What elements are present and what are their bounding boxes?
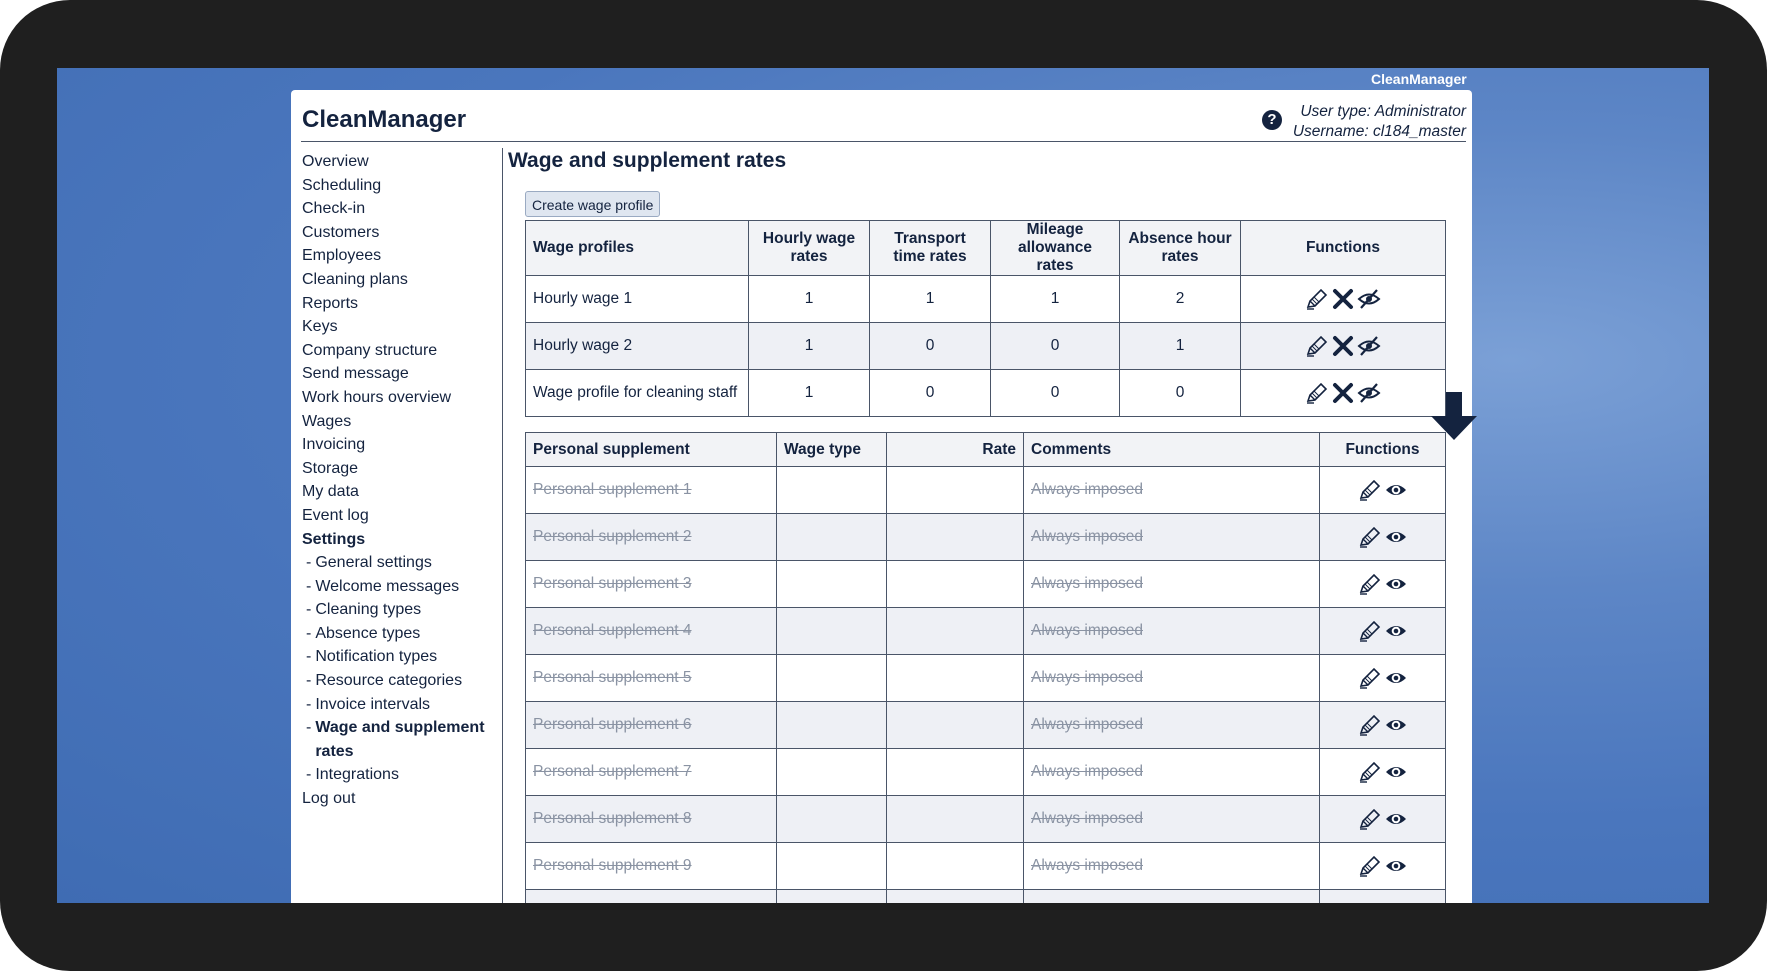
sidebar-subitem-label: Wage and supplement rates (315, 719, 485, 760)
functions-cell (1320, 561, 1446, 608)
col-header: Hourly wage rates (749, 221, 870, 276)
sidebar-item[interactable]: Keys (302, 318, 338, 336)
col-header: Mileage allowance rates (991, 221, 1120, 276)
table-row (526, 323, 1446, 370)
pencil-icon[interactable] (1305, 335, 1329, 357)
col-header: Wage profiles (526, 221, 749, 276)
comment-cell: Always imposed (1024, 467, 1320, 514)
sidebar-subitem[interactable] (302, 693, 502, 717)
rate-count: 1 (749, 323, 870, 370)
comment-cell: Always imposed (1024, 655, 1320, 702)
sidebar-subitem[interactable] (302, 669, 502, 693)
table-row (526, 370, 1446, 417)
sidebar-item[interactable]: Cleaning plans (302, 270, 408, 288)
eye-icon[interactable] (1384, 667, 1408, 689)
eye-icon[interactable] (1384, 808, 1408, 830)
rate-cell (887, 796, 1024, 843)
table-row (526, 796, 1446, 843)
col-header: Rate (887, 433, 1024, 467)
pencil-icon[interactable] (1358, 808, 1382, 830)
rate-cell (887, 749, 1024, 796)
sidebar-divider (502, 148, 503, 903)
sidebar-item[interactable]: Wages (302, 412, 352, 430)
sidebar-item[interactable]: Check-in (302, 200, 366, 218)
page-title: Wage and supplement rates (508, 149, 787, 172)
header-divider (301, 141, 1466, 142)
sidebar-subitem-dash: - (306, 554, 312, 572)
sidebar-item[interactable]: Send message (302, 365, 409, 383)
username: Username: cl184_master (1292, 123, 1466, 140)
wage-type-cell (777, 561, 887, 608)
sidebar-item[interactable]: Company structure (302, 341, 438, 359)
sidebar-item-settings[interactable]: Settings (302, 530, 366, 548)
wage-type-cell (777, 467, 887, 514)
sidebar-subitem-dash: - (306, 624, 312, 642)
rate-cell (887, 514, 1024, 561)
table-row (526, 467, 1446, 514)
pencil-icon[interactable] (1358, 714, 1382, 736)
rate-cell (887, 843, 1024, 890)
sidebar-subitem-dash: - (306, 601, 312, 619)
app-page (291, 90, 1472, 903)
sidebar-subitem[interactable] (302, 551, 502, 575)
supplement-name: Personal supplement 7 (526, 749, 777, 796)
pencil-icon[interactable] (1358, 855, 1382, 877)
eye-slash-icon[interactable] (1357, 288, 1381, 310)
comment-cell: Always imposed (1024, 796, 1320, 843)
sidebar-nav (302, 150, 502, 810)
sidebar-subitem-label: General settings (315, 554, 432, 572)
table-row (526, 702, 1446, 749)
user-info (1293, 102, 1466, 142)
sidebar-subitem[interactable] (302, 645, 502, 669)
rate-count: 0 (1120, 370, 1241, 417)
user-type: User type: Administrator (1300, 103, 1466, 120)
functions-cell (1320, 655, 1446, 702)
comment-cell: Always imposed (1024, 514, 1320, 561)
functions-cell (1241, 370, 1446, 417)
sidebar-item[interactable]: My data (302, 483, 359, 501)
wage-type-cell (777, 843, 887, 890)
col-header: Absence hour rates (1120, 221, 1241, 276)
functions-cell (1320, 796, 1446, 843)
rate-count: 0 (991, 323, 1120, 370)
col-header: Functions (1241, 221, 1446, 276)
eye-slash-icon[interactable] (1357, 335, 1381, 357)
wage-type-cell (777, 655, 887, 702)
app-title: CleanManager (302, 106, 467, 133)
delete-x-icon[interactable] (1331, 288, 1355, 310)
rate-cell (887, 702, 1024, 749)
rate-cell (887, 655, 1024, 702)
sidebar-item[interactable]: Reports (302, 294, 359, 312)
supplement-name (526, 890, 777, 904)
table-row (526, 608, 1446, 655)
wage-type-cell (777, 702, 887, 749)
sidebar-subitem-dash: - (306, 577, 312, 595)
rate-count: 2 (1120, 276, 1241, 323)
functions-cell (1241, 323, 1446, 370)
sidebar-subitem-label: Invoice intervals (315, 695, 431, 713)
sidebar-subitem[interactable] (302, 716, 502, 763)
functions-cell (1320, 608, 1446, 655)
sidebar-item[interactable]: Invoicing (302, 436, 366, 454)
rate-count: 1 (749, 276, 870, 323)
sidebar-subitem-label: Cleaning types (315, 601, 422, 619)
sidebar-subitem-label: Welcome messages (315, 577, 460, 595)
sidebar-subitem-label: Notification types (315, 648, 438, 666)
rate-cell (887, 890, 1024, 904)
functions-cell (1241, 276, 1446, 323)
supplement-name: Personal supplement 4 (526, 608, 777, 655)
wage-type-cell (777, 796, 887, 843)
rate-count: 0 (870, 370, 991, 417)
rate-count: 0 (870, 323, 991, 370)
functions-cell (1320, 702, 1446, 749)
table-row (526, 749, 1446, 796)
pencil-icon[interactable] (1358, 667, 1382, 689)
rate-count: 1 (870, 276, 991, 323)
table-row (526, 890, 1446, 904)
supplement-name: Personal supplement 9 (526, 843, 777, 890)
functions-cell (1320, 749, 1446, 796)
pencil-icon[interactable] (1358, 526, 1382, 548)
wage-profiles-table (525, 220, 1446, 417)
sidebar-item[interactable]: Scheduling (302, 176, 382, 194)
table-row (526, 514, 1446, 561)
comment-cell (1024, 890, 1320, 904)
supplement-name: Personal supplement 1 (526, 467, 777, 514)
window-brand: CleanManager (1371, 71, 1467, 87)
pencil-icon[interactable] (1305, 288, 1329, 310)
sidebar-subitem-dash: - (306, 719, 312, 737)
sidebar-subitem[interactable] (302, 575, 502, 599)
pencil-icon[interactable] (1358, 761, 1382, 783)
comment-cell: Always imposed (1024, 843, 1320, 890)
wage-type-cell (777, 890, 887, 904)
personal-supplement-table (525, 432, 1446, 903)
sidebar-item[interactable]: Overview (302, 153, 369, 170)
eye-slash-icon[interactable] (1357, 382, 1381, 404)
rate-cell (887, 608, 1024, 655)
table-row (526, 276, 1446, 323)
sidebar-item[interactable]: Work hours overview (302, 388, 452, 406)
supplement-name: Personal supplement 8 (526, 796, 777, 843)
rate-cell (887, 561, 1024, 608)
rate-cell (887, 467, 1024, 514)
functions-cell (1320, 890, 1446, 904)
sidebar-subitem[interactable] (302, 622, 502, 646)
sidebar-item[interactable]: Customers (302, 223, 380, 241)
delete-x-icon[interactable] (1331, 335, 1355, 357)
eye-icon[interactable] (1384, 761, 1408, 783)
supplement-name: Personal supplement 3 (526, 561, 777, 608)
create-wage-profile-button[interactable]: Create wage profile (525, 191, 660, 217)
sidebar-subitem[interactable] (302, 763, 502, 787)
sidebar-item[interactable]: Event log (302, 506, 369, 524)
col-header: Comments (1024, 433, 1320, 467)
rate-count: 1 (991, 276, 1120, 323)
sidebar-item[interactable]: Storage (302, 459, 359, 477)
sidebar-subitem-dash: - (306, 695, 312, 713)
wage-profile-name: Hourly wage 1 (526, 276, 749, 323)
wage-type-cell (777, 608, 887, 655)
desktop (57, 68, 1709, 903)
pointer-arrow-icon (1429, 392, 1479, 442)
table-row (526, 655, 1446, 702)
pencil-icon[interactable] (1358, 479, 1382, 501)
sidebar-item[interactable]: Employees (302, 247, 382, 265)
sidebar-subitem-dash: - (306, 672, 312, 690)
wage-profile-name: Hourly wage 2 (526, 323, 749, 370)
eye-icon[interactable] (1384, 526, 1408, 548)
comment-cell: Always imposed (1024, 749, 1320, 796)
help-icon[interactable]: ? (1262, 110, 1282, 130)
supplement-name: Personal supplement 6 (526, 702, 777, 749)
eye-icon[interactable] (1384, 479, 1408, 501)
sidebar-subitem-label: Integrations (315, 766, 399, 784)
wage-type-cell (777, 514, 887, 561)
supplement-name: Personal supplement 2 (526, 514, 777, 561)
eye-icon[interactable] (1384, 855, 1408, 877)
sidebar-subitem-dash: - (306, 766, 312, 784)
comment-cell: Always imposed (1024, 608, 1320, 655)
sidebar-subitem-label: Resource categories (315, 672, 463, 690)
pencil-icon[interactable] (1305, 382, 1329, 404)
eye-icon[interactable] (1384, 714, 1408, 736)
sidebar-subitem[interactable] (302, 598, 502, 622)
sidebar-subitem-label: Absence types (315, 624, 421, 642)
col-header: Functions (1320, 433, 1446, 467)
functions-cell (1320, 467, 1446, 514)
sidebar-subitem-dash: - (306, 648, 312, 666)
col-header: Personal supplement (526, 433, 777, 467)
col-header: Wage type (777, 433, 887, 467)
comment-cell: Always imposed (1024, 702, 1320, 749)
wage-profile-name: Wage profile for cleaning staff (526, 370, 749, 417)
pencil-icon[interactable] (1358, 620, 1382, 642)
wage-type-cell (777, 749, 887, 796)
supplement-name: Personal supplement 5 (526, 655, 777, 702)
rate-count: 1 (1120, 323, 1241, 370)
comment-cell: Always imposed (1024, 561, 1320, 608)
rate-count: 1 (749, 370, 870, 417)
col-header: Transport time rates (870, 221, 991, 276)
sidebar-item-logout[interactable]: Log out (302, 789, 356, 807)
pencil-icon[interactable] (1358, 573, 1382, 595)
table-row (526, 843, 1446, 890)
table-row (526, 561, 1446, 608)
functions-cell (1320, 843, 1446, 890)
rate-count: 0 (991, 370, 1120, 417)
eye-icon[interactable] (1384, 573, 1408, 595)
eye-icon[interactable] (1384, 620, 1408, 642)
delete-x-icon[interactable] (1331, 382, 1355, 404)
functions-cell (1320, 514, 1446, 561)
